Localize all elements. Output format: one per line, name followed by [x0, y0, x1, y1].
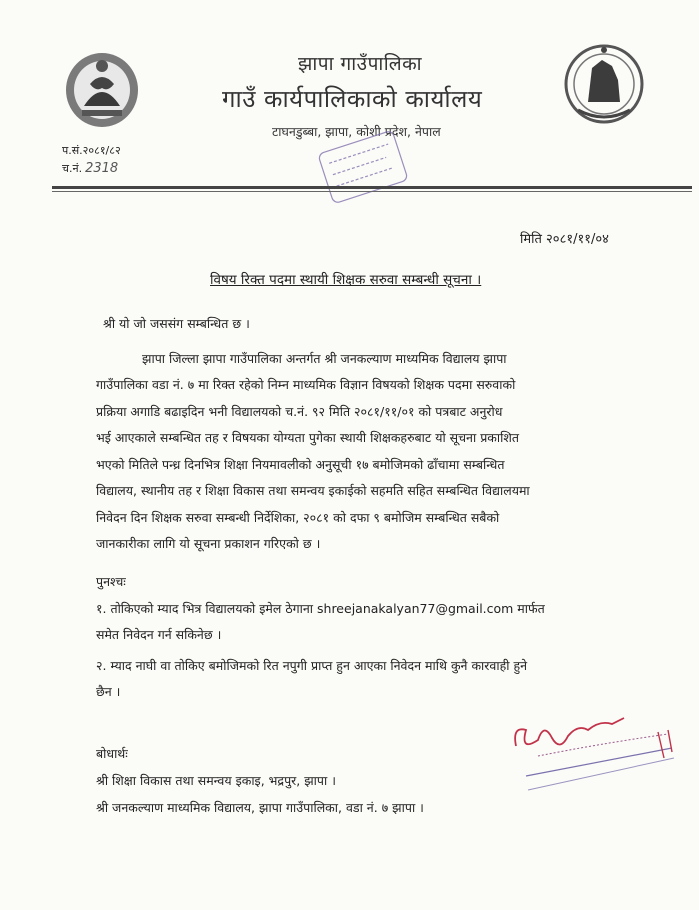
- office-name-line2: गाउँ कार्यपालिकाको कार्यालय: [222, 85, 483, 113]
- punashcha-line: छैन ।: [96, 684, 121, 699]
- chn-label: च.नं.: [62, 162, 83, 175]
- bodharth-label: बोधार्थः: [96, 746, 128, 761]
- header-divider-thin: [52, 191, 692, 192]
- punashcha-line: समेत निवेदन गर्न सकिनेछ ।: [96, 627, 222, 642]
- notice-addressee: श्री यो जो जससंग सम्बन्धित छ ।: [103, 316, 250, 331]
- body-line: प्रक्रिया अगाडि बढाइदिन भनी विद्यालयको च.नं. ९२ मिति २०८१/११/०१ को पत्रबाट अनुरोध: [96, 404, 503, 419]
- punashcha-label: पुनश्चः: [96, 574, 126, 589]
- office-name-line1: झापा गाउँपालिका: [298, 53, 423, 75]
- body-line: विद्यालय, स्थानीय तह र शिक्षा विकास तथा समन्वय इकाईको सहमति सहित सम्बन्धित विद्यालयमा: [96, 483, 530, 498]
- chn-value: 2318: [85, 161, 119, 176]
- cc-item: श्री जनकल्याण माध्यमिक विद्यालय, झापा गाउँपालिका, वडा नं. ७ झापा ।: [96, 800, 424, 815]
- reference-ps: प.सं.२०८१/८२: [62, 144, 121, 157]
- notice-subject: विषय रिक्त पदमा स्थायी शिक्षक सरुवा सम्बन्धी सूचना ।: [210, 272, 482, 288]
- notice-date: मिति २०८१/११/०४: [520, 232, 609, 247]
- cc-item: श्री शिक्षा विकास तथा समन्वय इकाइ, भद्रपुर, झापा ।: [96, 773, 336, 788]
- office-address: टाघनडुब्बा, झापा, कोशी प्रदेश, नेपाल: [272, 124, 441, 139]
- signature-with-stamp: [508, 700, 680, 800]
- punashcha-line: २. म्याद नाघी वा तोकिए बमोजिमको रित नपुगी प्राप्त हुन आएका निवेदन माथि कुनै कारवाही हुने: [96, 658, 528, 673]
- municipality-seal-logo: [562, 40, 646, 128]
- header-divider-thick: [52, 186, 692, 189]
- body-line: भई आएकाले सम्बन्धित तह र विषयका योग्यता पुगेका स्थायी शिक्षकहरुबाट यो सूचना प्रकाशित: [96, 430, 520, 445]
- punashcha-line: १. तोकिएको म्याद भित्र विद्यालयको इमेल ठेगाना shreejanakalyan77@gmail.com मार्फत: [96, 601, 545, 616]
- body-line: गाउँपालिका वडा नं. ७ मा रिक्त रहेको निम्न माध्यमिक विज्ञान विषयको शिक्षक पदमा सरुवाको: [96, 377, 516, 392]
- body-line: जानकारीका लागि यो सूचना प्रकाशन गरिएको छ ।: [96, 536, 321, 551]
- nepal-emblem-logo: [62, 48, 142, 130]
- office-stamp: [318, 131, 408, 203]
- body-line: भएको मितिले पन्ध्र दिनभित्र शिक्षा नियमावलीको अनुसूची १७ बमोजिमको ढाँचामा सम्बन्धित: [96, 457, 505, 472]
- body-line: झापा जिल्ला झापा गाउँपालिका अन्तर्गत श्री जनकल्याण माध्यमिक विद्यालय झापा: [142, 351, 507, 366]
- body-line: निवेदन दिन शिक्षक सरुवा सम्बन्धी निर्देशिका, २०८१ को दफा ९ बमोजिम सम्बन्धित सबैको: [96, 510, 500, 525]
- reference-chn: [62, 161, 118, 176]
